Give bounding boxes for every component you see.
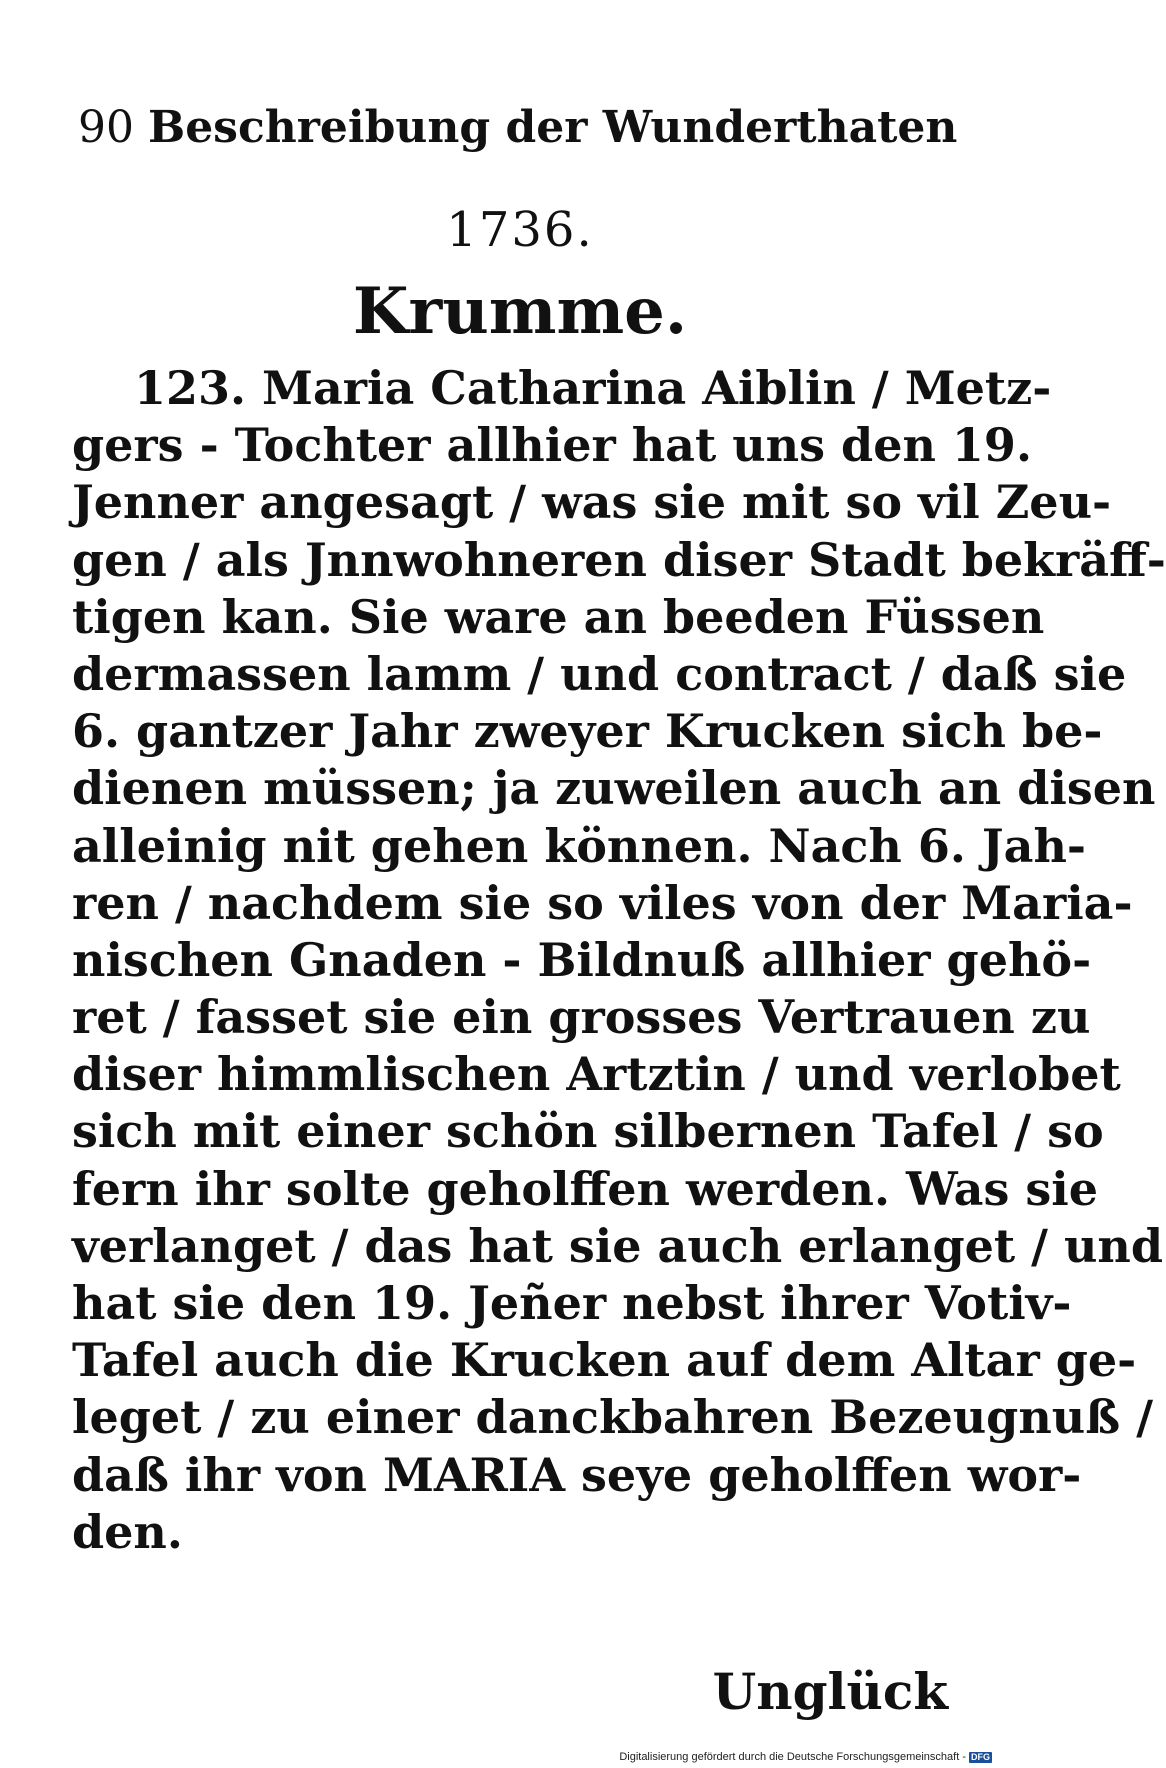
running-head [78, 98, 958, 158]
text-line: fern ihr solte geholffen werden. Was sie [72, 1161, 1099, 1216]
text-line: Tafel auch die Krucken auf dem Altar ge- [72, 1333, 1137, 1388]
text-line: diser himmlischen Artztin / und verlobet [72, 1047, 1121, 1102]
running-title: Beschreibung der Wunderthaten [148, 102, 958, 153]
dfg-logo: DFG [971, 1751, 990, 1762]
body-text [72, 360, 1166, 1561]
year-heading: 1736. [446, 202, 594, 258]
text-line: gers - Tochter allhier hat uns den 19. [72, 418, 1032, 473]
text-line: ren / nachdem sie so viles von der Maria- [72, 875, 1133, 930]
catchword: Unglück [712, 1662, 948, 1721]
credit-text: Digitalisierung gefördert durch die Deutsche Forschungsgemeinschaft - [619, 1751, 966, 1763]
text-line: 123. Maria Catharina Aiblin / Metz- [134, 361, 1052, 415]
text-line: nischen Gnaden - Bildnuß allhier gehö- [72, 932, 1092, 987]
text-line: daß ihr von MARIA seye geholffen wor- [72, 1447, 1082, 1502]
text-line: verlanget / das hat sie auch erlanget / und [72, 1218, 1164, 1273]
text-line: dienen müssen; ja zuweilen auch an disen [72, 761, 1156, 816]
text-line: sich mit einer schön silbernen Tafel / so [72, 1104, 1104, 1159]
text-line: leget / zu einer danckbahren Bezeugnuß / [72, 1390, 1153, 1445]
text-line: 6. gantzer Jahr zweyer Krucken sich be- [72, 704, 1103, 759]
text-line: den. [72, 1504, 183, 1559]
text-line: ret / fasset sie ein grosses Vertrauen zu [72, 990, 1091, 1045]
digitization-credit [619, 1750, 992, 1764]
text-line: hat sie den 19. Jeñer nebst ihrer Votiv- [72, 1276, 1072, 1330]
section-title: Krumme. [352, 274, 688, 349]
text-line: dermassen lamm / und contract / daß sie [72, 646, 1127, 701]
page-number: 90 [78, 102, 134, 153]
text-line: Jenner angesagt / was sie mit so vil Zeu- [72, 475, 1112, 530]
text-line: alleinig nit gehen können. Nach 6. Jah- [72, 818, 1087, 873]
text-line: tigen kan. Sie ware an beeden Füssen [72, 589, 1045, 644]
text-line: gen / als Jnnwohneren diser Stadt bekräff- [72, 532, 1166, 587]
